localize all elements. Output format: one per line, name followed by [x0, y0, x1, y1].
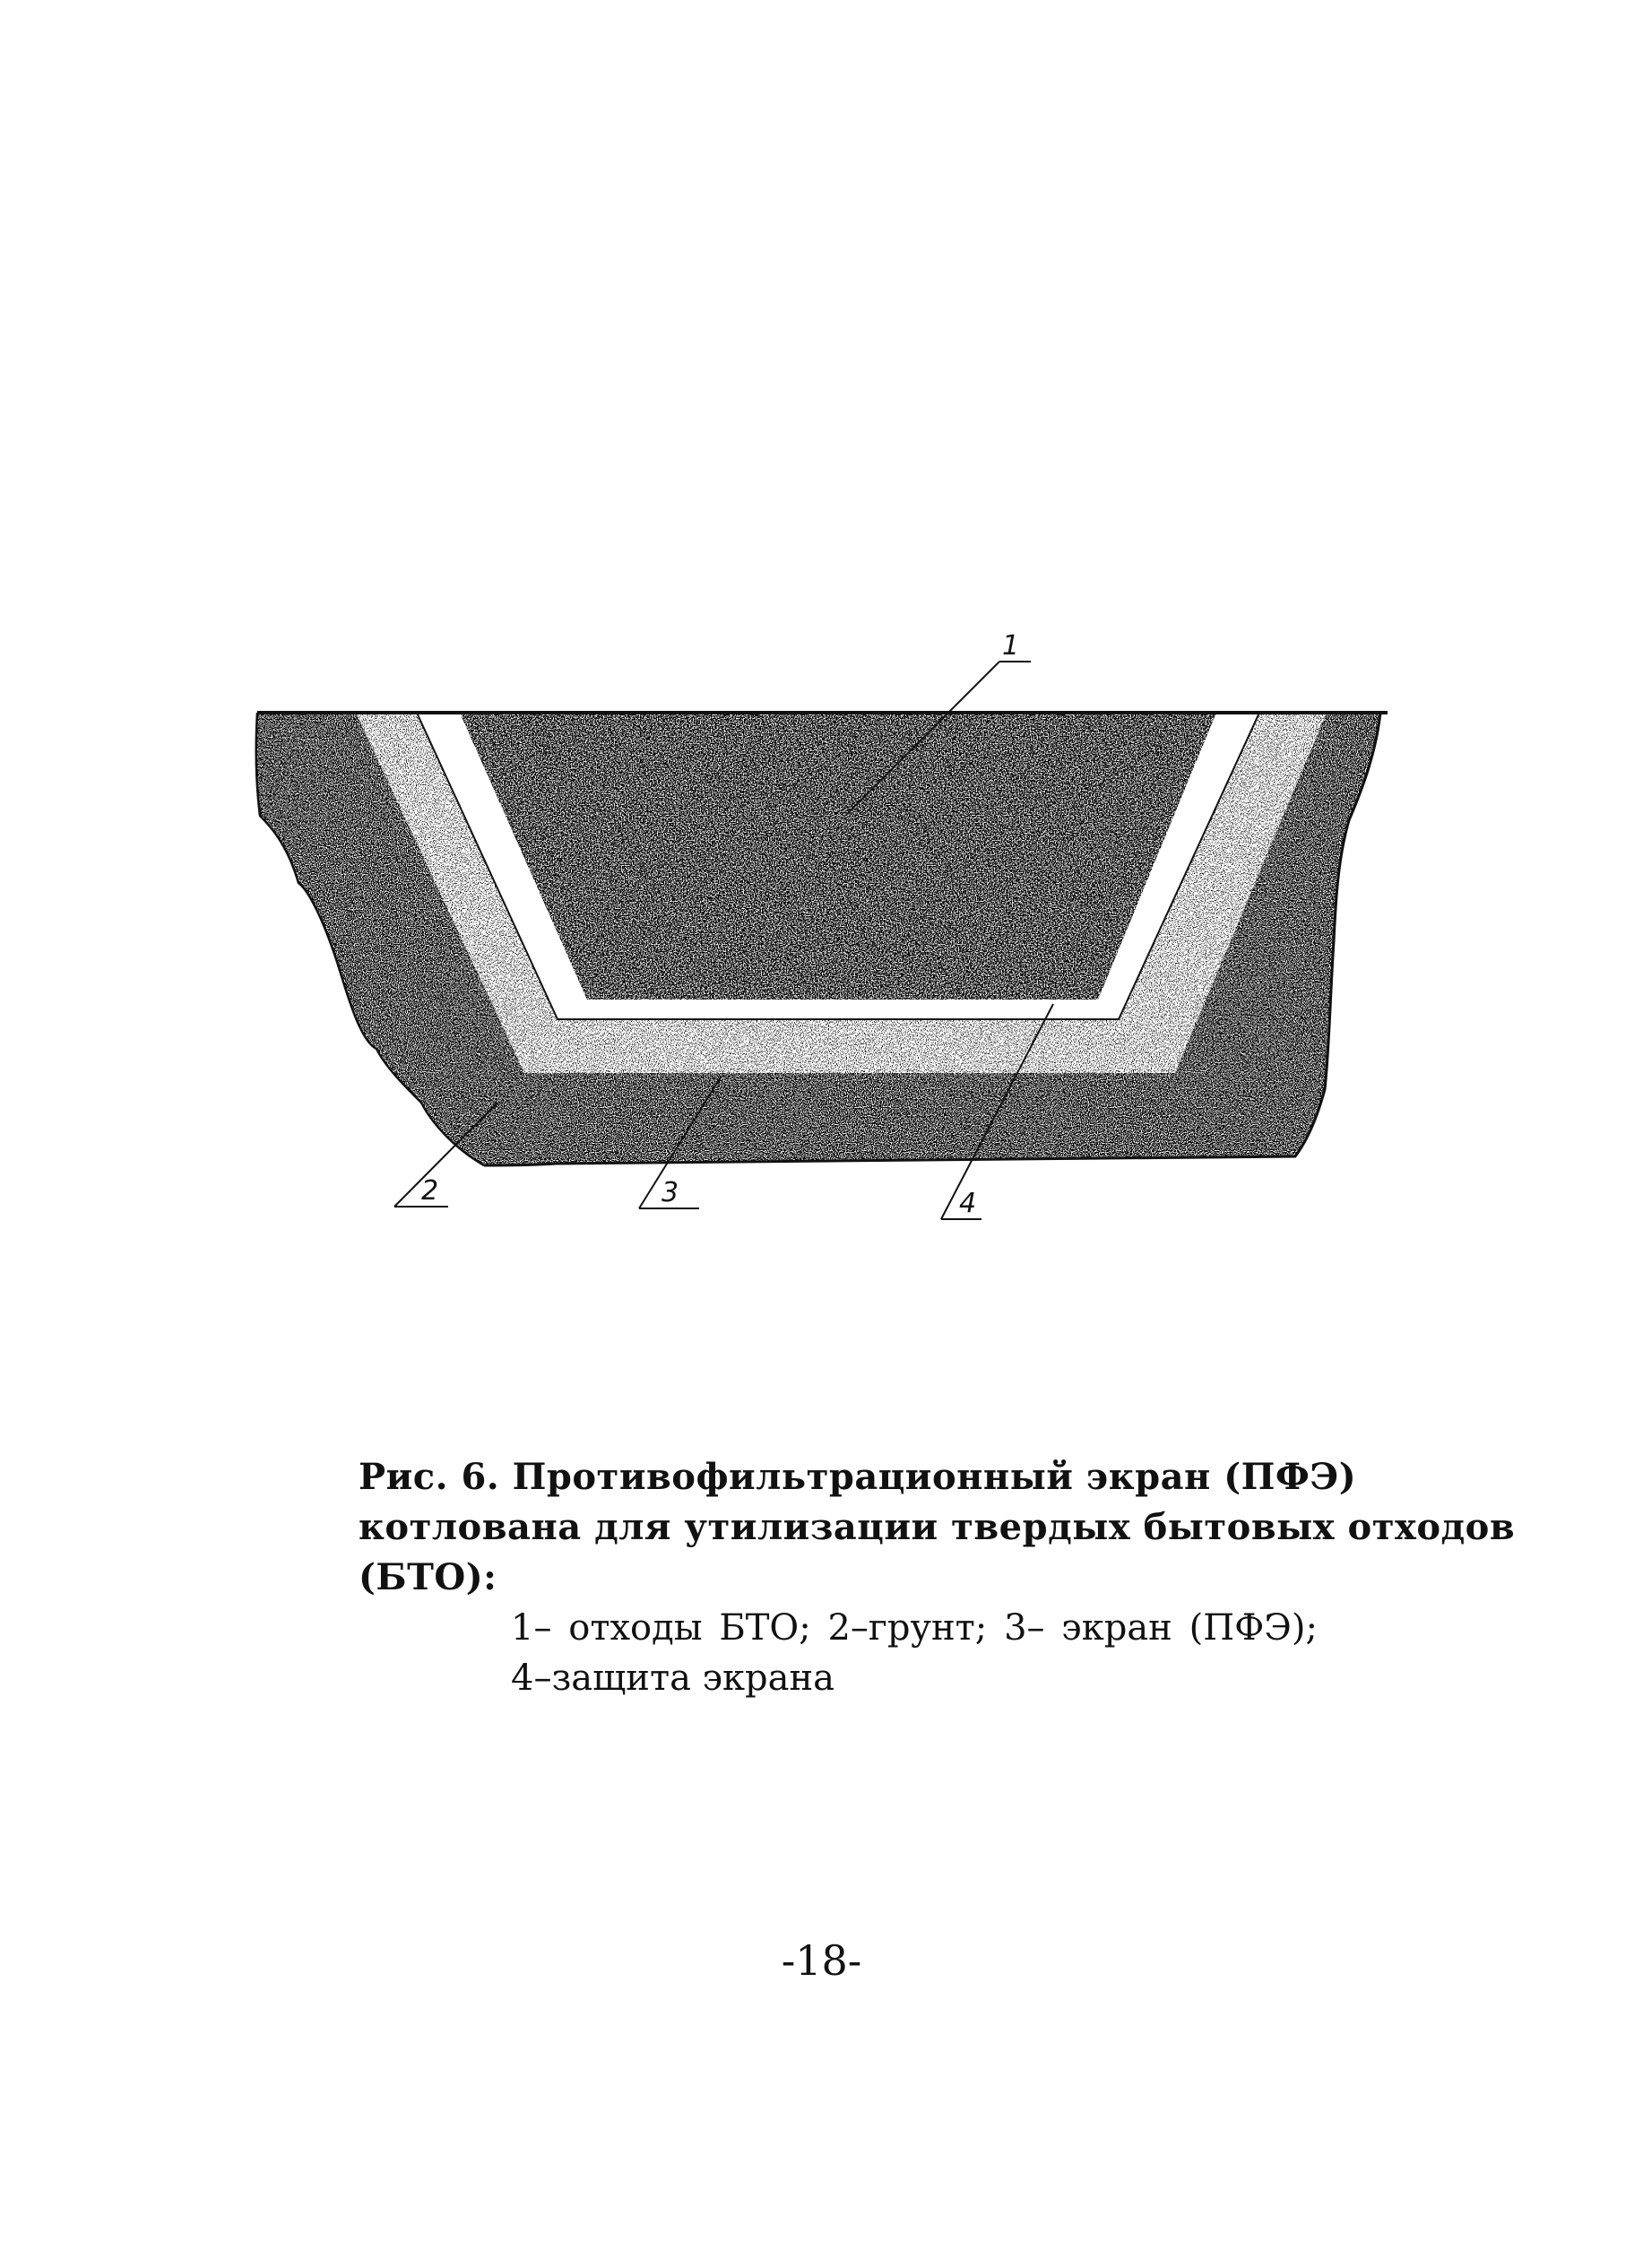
callout-3-label: 3 — [662, 1177, 679, 1208]
caption-legend-line-1: 1– отходы БТО; 2–грунт; 3– экран (ПФЭ); — [511, 1607, 1318, 1649]
callout-1-label: 1 — [1002, 630, 1020, 662]
caption-title-line-2: котлована для утилизации твердых бытовых отходов — [359, 1506, 1516, 1548]
caption-legend-line-2: 4–защита экрана — [511, 1658, 835, 1699]
callout-4-label: 4 — [959, 1188, 977, 1219]
page-number: -18- — [781, 1936, 862, 1985]
figure-caption — [359, 1452, 1516, 1703]
callout-2-label: 2 — [421, 1175, 439, 1207]
caption-title-line-1: Рис. 6. Противофильтрационный экран (ПФЭ) — [359, 1456, 1357, 1498]
caption-title-line-3: (БТО): — [359, 1556, 497, 1598]
